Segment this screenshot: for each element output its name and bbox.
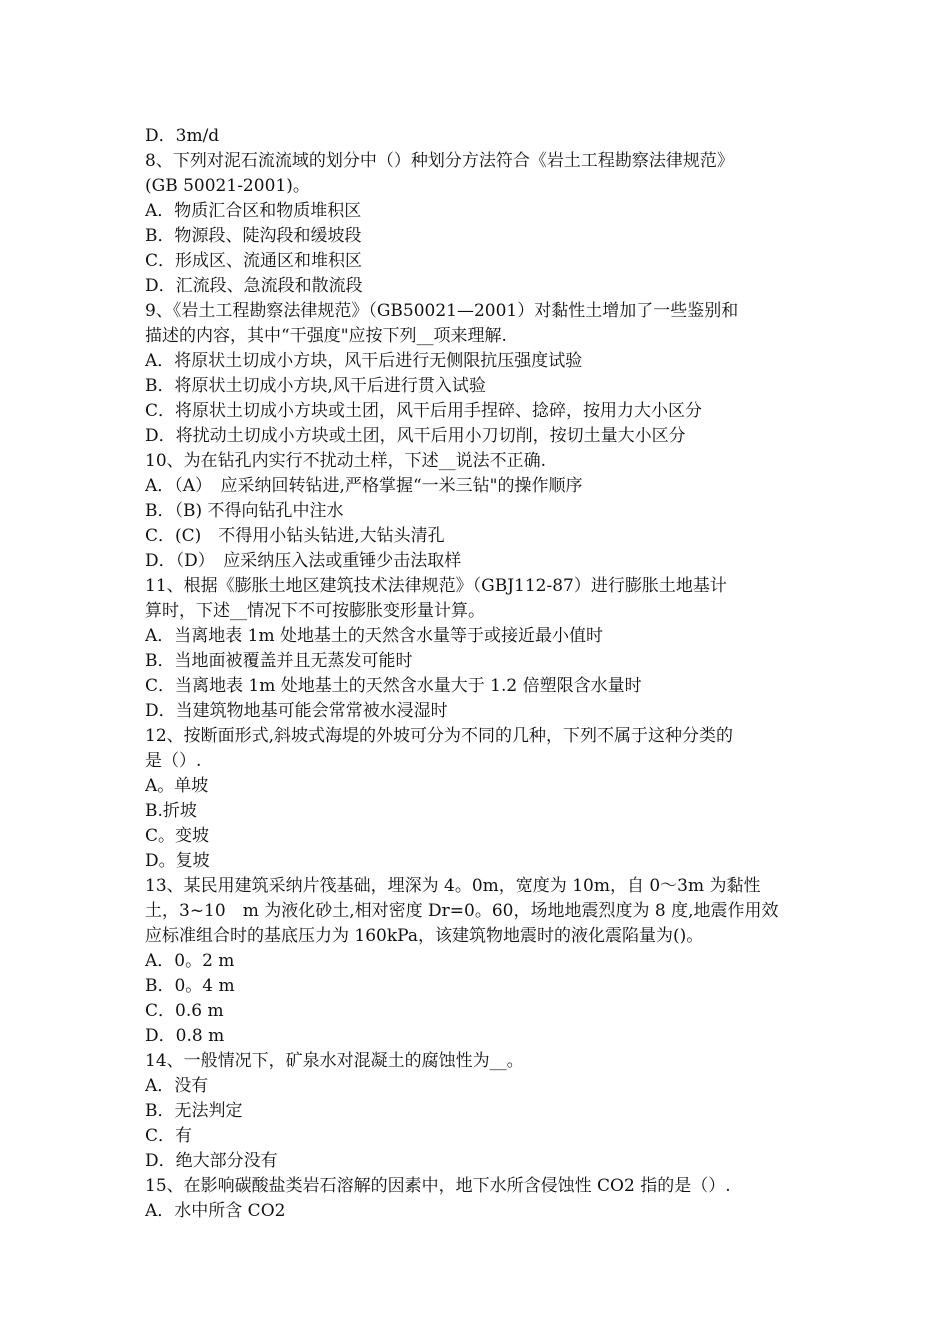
- option-b-q14: B．无法判定: [145, 1101, 243, 1121]
- option-d-q7: D．3m/d: [145, 126, 220, 146]
- option-d-q10: D．（D） 应采纳压入法或重锤少击法取样: [145, 551, 462, 571]
- question-11-line-2: 算时，下述__情况下不可按膨胀变形量计算。: [145, 601, 485, 621]
- option-b-q9: B．将原状土切成小方块,风干后进行贯入试验: [145, 376, 486, 396]
- question-9-line-1: 9、《岩土工程勘察法律规范》（GB50021—2001）对黏性土增加了一些鉴别和: [145, 301, 739, 321]
- option-a-q13: A．0。2 m: [145, 951, 235, 971]
- option-c-q10: C．(C) 不得用小钻头钻进,大钻头清孔: [145, 526, 445, 546]
- option-d-q13: D．0.8 m: [145, 1026, 225, 1046]
- option-d-q11: D．当建筑物地基可能会常常被水浸湿时: [145, 701, 448, 721]
- option-b-q11: B．当地面被覆盖并且无蒸发可能时: [145, 651, 413, 671]
- option-b-q8: B．物源段、陡沟段和缓坡段: [145, 226, 362, 246]
- option-b-q13: B．0。4 m: [145, 976, 235, 996]
- option-d-q14: D．绝大部分没有: [145, 1151, 278, 1171]
- option-a-q12: A。单坡: [145, 776, 209, 796]
- option-a-q8: A．物质汇合区和物质堆积区: [145, 201, 362, 221]
- question-12-line-1: 12、按断面形式,斜坡式海堤的外坡可分为不同的几种，下列不属于这种分类的: [145, 726, 734, 746]
- option-c-q14: C．有: [145, 1126, 193, 1146]
- question-13-line-2: 土，3~10 m 为液化砂土,相对密度 Dr=0。60，场地地震烈度为 8 度,地震作用效: [145, 901, 779, 921]
- question-8-line-2: (GB 50021-2001)。: [145, 176, 310, 196]
- option-d-q12: D。复坡: [145, 851, 210, 871]
- option-c-q8: C．形成区、流通区和堆积区: [145, 251, 363, 271]
- question-13-line-3: 应标准组合时的基底压力为 160kPa，该建筑物地震时的液化震陷量为()。: [145, 926, 704, 946]
- option-b-q10: B．（B) 不得向钻孔中注水: [145, 501, 344, 521]
- option-d-q8: D．汇流段、急流段和散流段: [145, 276, 363, 296]
- option-c-q13: C．0.6 m: [145, 1001, 224, 1021]
- option-b-q12: B.折坡: [145, 801, 197, 821]
- option-c-q12: C。变坡: [145, 826, 210, 846]
- option-c-q11: C．当离地表 1m 处地基土的天然含水量大于 1.2 倍塑限含水量时: [145, 676, 642, 696]
- option-d-q9: D．将扰动土切成小方块或土团，风干后用小刀切削，按切土量大小区分: [145, 426, 686, 446]
- question-9-line-2: 描述的内容，其中“干强度"应按下列__项来理解.: [145, 326, 507, 346]
- document-body: [145, 124, 810, 1224]
- option-a-q11: A．当离地表 1m 处地基土的天然含水量等于或接近最小值时: [145, 626, 604, 646]
- option-a-q10: A．（A） 应采纳回转钻进,严格掌握“一米三钻"的操作顺序: [145, 476, 583, 496]
- question-13-line-1: 13、某民用建筑采纳片筏基础，埋深为 4。0m，宽度为 10m，自 0～3m 为黏性: [145, 876, 761, 896]
- question-11-line-1: 11、根据《膨胀土地区建筑技术法律规范》（GBJ112-87）进行膨胀土地基计: [145, 576, 727, 596]
- option-c-q9: C．将原状土切成小方块或土团，风干后用手捏碎、捻碎，按用力大小区分: [145, 401, 703, 421]
- question-14: 14、一般情况下，矿泉水对混凝土的腐蚀性为__。: [145, 1051, 524, 1071]
- option-a-q9: A．将原状土切成小方块，风干后进行无侧限抗压强度试验: [145, 351, 583, 371]
- question-8-line-1: 8、下列对泥石流流域的划分中（）种划分方法符合《岩土工程勘察法律规范》: [145, 151, 734, 171]
- option-a-q15: A．水中所含 CO2: [145, 1201, 286, 1221]
- question-10: 10、为在钻孔内实行不扰动土样，下述__说法不正确.: [145, 451, 547, 471]
- option-a-q14: A．没有: [145, 1076, 209, 1096]
- question-15: 15、在影响碳酸盐类岩石溶解的因素中，地下水所含侵蚀性 CO2 指的是（）.: [145, 1176, 731, 1196]
- question-12-line-2: 是（）.: [145, 751, 202, 771]
